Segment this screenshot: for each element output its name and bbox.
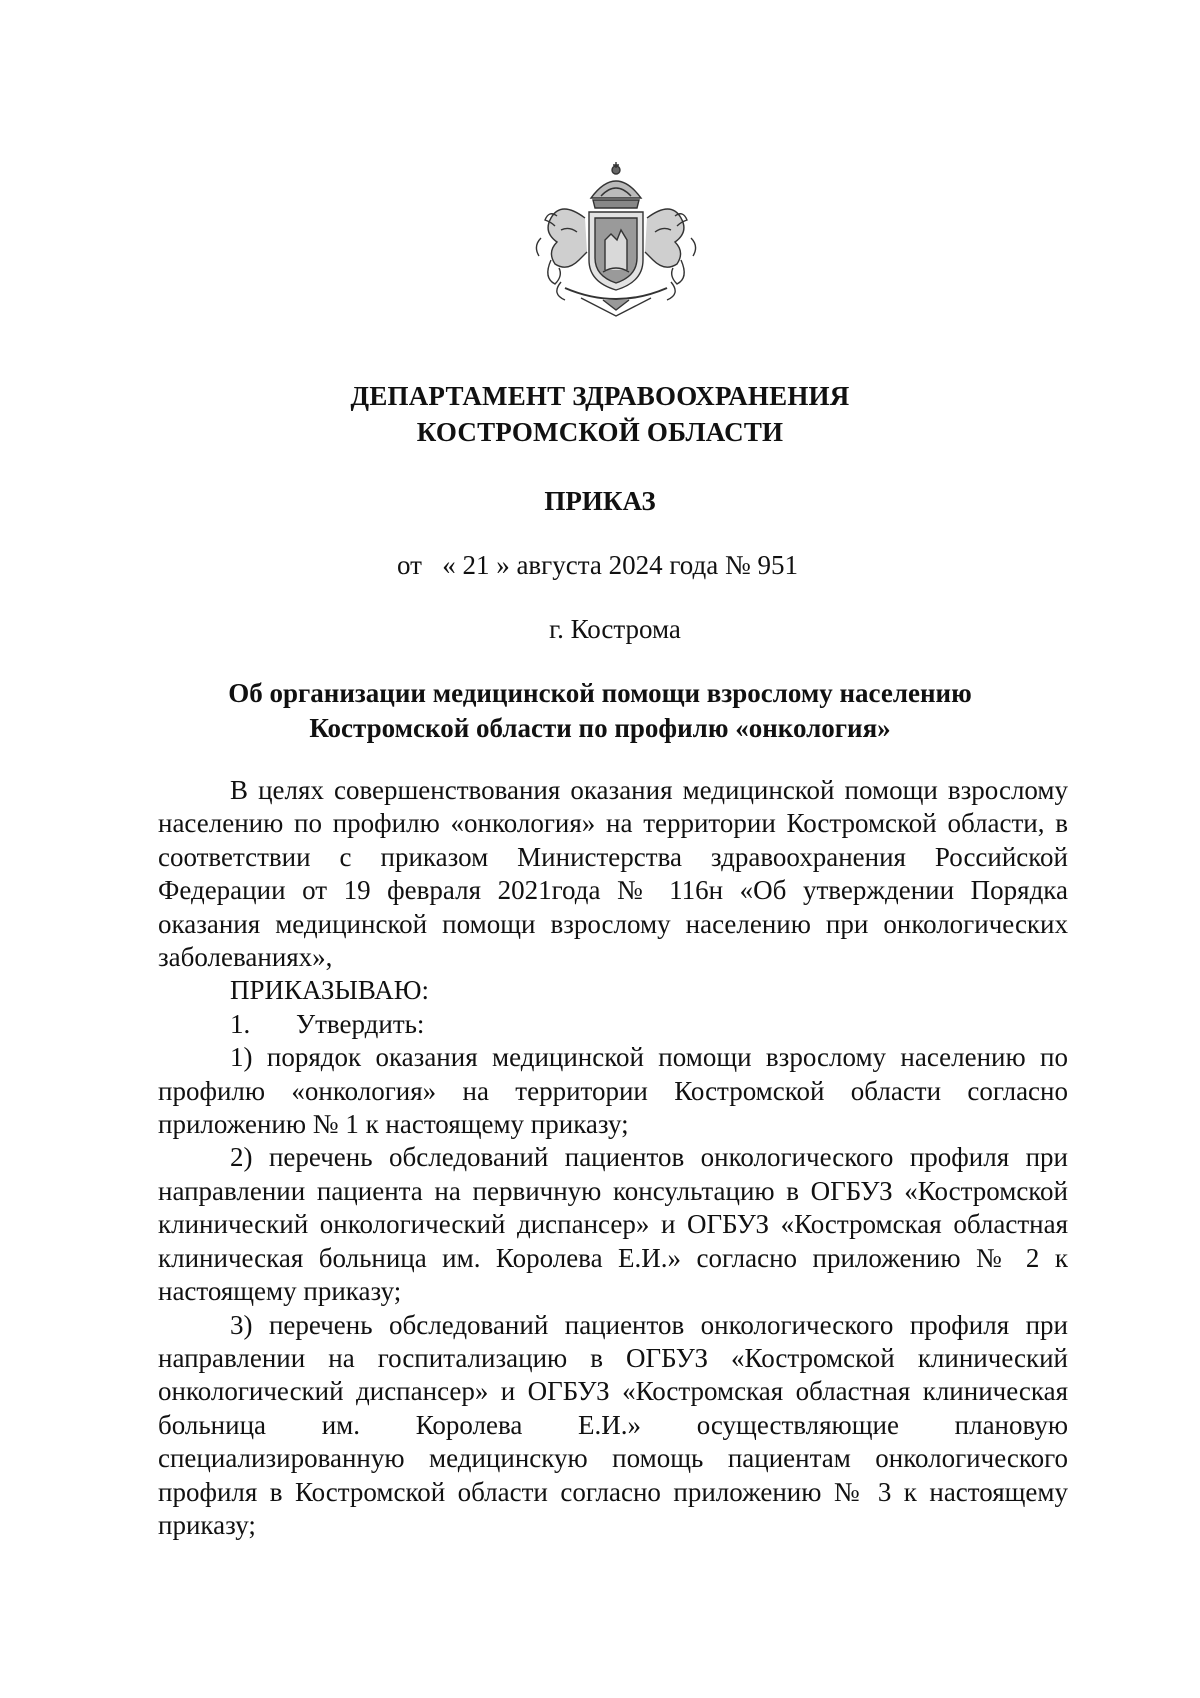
department-title [0, 378, 1200, 450]
order-subject-line1: Об организации медицинской помощи взрослому населению [228, 678, 972, 708]
order-date-number: от « 21 » августа 2024 года № 951 [397, 550, 798, 580]
order-subject [0, 676, 1200, 746]
subitem-3-paragraph: 3) перечень обследований пациентов онкологического профиля при направлении на госпитализацию в ОГБУЗ «Костромской клинический онкологический диспансер» и ОГБУЗ «Костромская областная клиническая больница им. Королева Е.И.» осуществляющие плановую специализированную медицинскую помощь пациентам онкологического профиля в Костромской области согласно приложению № 3 к настоящему приказу; [158, 1309, 1068, 1540]
document-type-title: ПРИКАЗ [544, 486, 656, 516]
order-body [158, 774, 1068, 1542]
item-1-number: 1. [230, 1008, 251, 1039]
subitem-1-paragraph: 1) порядок оказания медицинской помощи взрослому населению по профилю «онкология» на территории Костромской области согласно приложению № 1 к настоящему приказу; [158, 1042, 1068, 1140]
item-1-text: Утвердить: [296, 1008, 425, 1039]
preamble-paragraph: В целях совершенствования оказания медицинской помощи взрослому населению по профилю «онкология» на территории Костромской области, в соответствии с приказом Министерства здравоохранения Российской Федерации от 19 февраля 2021года № 116н «Об утверждении Порядка оказания медицинской помощи взрослому населению при онкологических заболеваниях», [158, 775, 1068, 973]
department-title-line1: ДЕПАРТАМЕНТ ЗДРАВООХРАНЕНИЯ [350, 381, 850, 411]
item-1-paragraph [158, 1008, 1068, 1041]
order-subject-line2: Костромской области по профилю «онкология» [309, 713, 891, 743]
coat-of-arms-icon [521, 160, 711, 320]
department-title-line2: КОСТРОМСКОЙ ОБЛАСТИ [416, 417, 784, 447]
subitem-2-paragraph: 2) перечень обследований пациентов онкологического профиля при направлении пациента на первичную консультацию в ОГБУЗ «Костромской клинический онкологический диспансер» и ОГБУЗ «Костромская областная клиническая больница им. Королева Е.И.» согласно приложению № 2 к настоящему приказу; [158, 1142, 1068, 1307]
order-directive-word: ПРИКАЗЫВАЮ: [230, 975, 429, 1006]
city-line: г. Кострома [549, 614, 681, 644]
